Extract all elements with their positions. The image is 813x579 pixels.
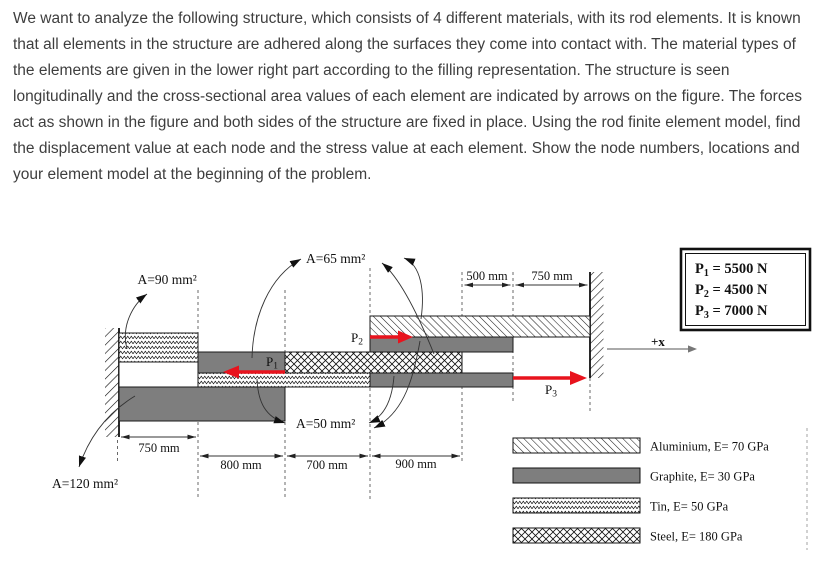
rod-element-graphite-big: [119, 387, 285, 421]
force-box-line-3-base: P: [695, 303, 704, 319]
legend-swatch-graphite: [513, 468, 640, 483]
material-legend: [513, 438, 769, 544]
axis-label: +x: [651, 334, 665, 349]
force-label-p2: [351, 330, 363, 348]
legend-label-steel: Steel, E= 180 GPa: [650, 529, 743, 544]
dimension-label-700: 700 mm: [306, 458, 348, 472]
rod-element-tin-topleft: [119, 333, 198, 362]
gap-block: [119, 362, 198, 387]
force-value-box: [681, 249, 810, 330]
dimension-label-750-top: 750 mm: [531, 269, 573, 283]
axis-indicator: [607, 334, 697, 353]
legend-item-tin: [513, 498, 729, 514]
force-box-line-1-base: P: [695, 261, 704, 277]
area-label-a50: A=50 mm²: [296, 416, 356, 431]
left-wall-hatch: [105, 328, 119, 437]
rod-element-steel: [285, 352, 462, 373]
force-box-line-2-base: P: [695, 282, 704, 298]
area-label-a120: A=120 mm²: [52, 476, 119, 491]
force-label-p3-sub: 3: [552, 389, 557, 400]
force-label-p1-sub: 1: [273, 361, 278, 372]
axis-arrowhead: [688, 345, 697, 352]
legend-swatch-aluminium: [513, 438, 640, 453]
area-label-a65: A=65 mm²: [306, 251, 366, 266]
rod-element-tin-mid: [198, 373, 370, 387]
legend-item-aluminium: [513, 438, 769, 454]
rod-element-graphite-upper: [370, 337, 513, 352]
force-label-p2-base: P: [351, 330, 359, 345]
left-fixed-support: [105, 328, 119, 437]
legend-item-steel: [513, 528, 743, 544]
force-label-p3: [545, 382, 557, 400]
legend-swatch-steel: [513, 528, 640, 543]
force-box-line-3-sub: 3: [703, 310, 709, 321]
leader-arrow-a65-left: [252, 259, 301, 358]
rod-element-graphite-lower: [370, 373, 513, 387]
force-box-line-2-sub: 2: [703, 289, 709, 300]
legend-label-aluminium: Aluminium, E= 70 GPa: [650, 439, 769, 454]
problem-statement: We want to analyze the following structure, which consists of 4 different materials, with its rod elements. It is known that all elements in the structure are adhered along the surfaces they come into contact with. The material types of the elements are given in the lower right part according to the filling representation. The structure is seen longitudinally and the cross-sectional area values of each element are indicated by arrows on the figure. The forces act as shown in the figure and both sides of the structure are fixed in place. Using the rod finite element model, find the displacement value at each node and the stress value at each element. Show the node numbers, locations and your element model at the beginning of the problem.: [13, 10, 802, 183]
dimension-label-800: 800 mm: [220, 458, 262, 472]
legend-item-graphite: [513, 468, 755, 484]
dimension-label-900: 900 mm: [395, 457, 437, 471]
legend-label-graphite: Graphite, E= 30 GPa: [650, 469, 755, 484]
right-fixed-support: [590, 272, 604, 378]
dimension-label-750-bottom: 750 mm: [138, 441, 180, 455]
structure-figure: [0, 228, 813, 579]
force-label-p2-sub: 2: [358, 337, 363, 348]
right-wall-hatch: [591, 272, 604, 378]
legend-swatch-tin: [513, 498, 640, 513]
force-box-line-3-rest: = 7000 N: [708, 303, 768, 319]
force-label-p3-base: P: [545, 382, 553, 397]
leader-arrow-a65-right1: [404, 258, 422, 319]
force-arrowhead-p3: [570, 371, 587, 385]
legend-label-tin: Tin, E= 50 GPa: [650, 499, 729, 514]
force-box-line-1-rest: = 5500 N: [708, 261, 768, 277]
force-label-p1-base: P: [266, 354, 274, 369]
force-box-line-1-sub: 1: [703, 268, 709, 279]
force-box-line-2-rest: = 4500 N: [708, 282, 768, 298]
dimension-label-500: 500 mm: [466, 269, 508, 283]
area-label-a90: A=90 mm²: [137, 272, 197, 287]
